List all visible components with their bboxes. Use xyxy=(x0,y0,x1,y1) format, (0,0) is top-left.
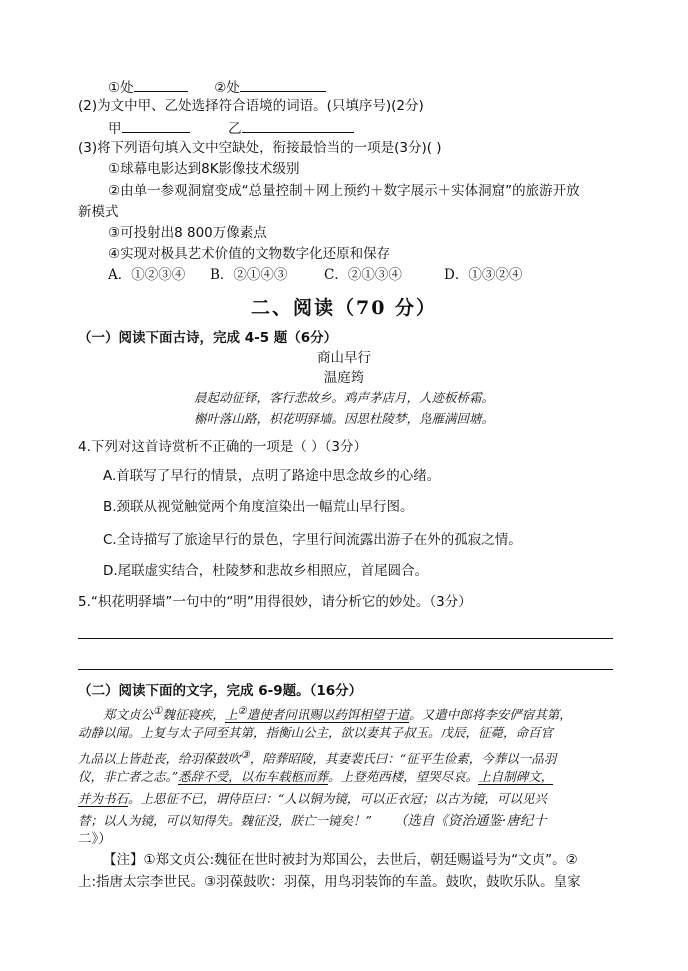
passage-text: 遣使者问讯赐以药饵相望于道 xyxy=(246,707,410,723)
q4-option-b[interactable]: B.颈联从视觉触觉两个角度渲染出一幅荒山早行图。 xyxy=(103,499,414,515)
yi-answer-line[interactable] xyxy=(242,118,354,133)
blank2-answer-line[interactable] xyxy=(240,77,326,92)
q2-question: (2)为文中甲、乙处选择符合语境的词语。(只填序号)(2分) xyxy=(78,98,424,114)
q3-option-b[interactable]: B．②①④③ xyxy=(210,267,288,283)
blank2-label: ②处 xyxy=(214,80,240,96)
passage-source: （选自《资治通鉴·唐纪十 xyxy=(393,813,547,829)
q3-sentence-1: ①球幕电影达到8K影像技术级别 xyxy=(108,161,300,177)
passage-text: ，陪葬昭陵，其妻裴氏曰：“征平生俭素，今葬以一品羽 xyxy=(249,751,557,767)
q3-sentence-2-cont: 新模式 xyxy=(78,204,119,220)
q2-blanks-line xyxy=(108,118,354,138)
q5-answer-line-2[interactable] xyxy=(78,669,613,670)
underlined-text xyxy=(225,707,409,723)
passage-text: 上 xyxy=(224,707,238,723)
poem-author: 温庭筠 xyxy=(323,370,365,386)
q4-option-d[interactable]: D.尾联虚实结合，杜陵梦和悲故乡相照应，首尾圆合。 xyxy=(103,563,429,579)
q4-question: 4.下列对这首诗赏析不正确的一项是（ ）（3分） xyxy=(78,439,368,455)
poem-line-1: 晨起动征铎，客行悲故乡。鸡声茅店月，人迹板桥霜。 xyxy=(193,390,494,405)
part1-heading: （一）阅读下面古诗，完成 4-5 题（6分） xyxy=(78,330,338,346)
q3-sentence-2: ②由单一参观洞窟变成“总量控制＋网上预约＋数字展示＋实体洞窟”的旅游开放 xyxy=(108,183,580,199)
poem-line-2: 槲叶落山路，枳花明驿墙。因思杜陵梦，凫雁满回塘。 xyxy=(193,411,494,426)
passage-line-6 xyxy=(78,812,547,830)
footnote-marker-1: ① xyxy=(153,705,163,717)
passage-text: 替；以人为镜，可以知得失。魏征没，朕亡一镜矣！” xyxy=(78,813,372,828)
passage-line-5 xyxy=(78,790,547,808)
passage-line-1 xyxy=(103,702,572,724)
section-2-title: 二、阅读（70 分） xyxy=(250,297,438,319)
passage-text: 仪，非亡者之志。” xyxy=(78,769,179,784)
q5-answer-line-1[interactable] xyxy=(78,638,613,639)
underlined-text: 并为书石 xyxy=(78,791,129,806)
blank1-answer-line[interactable] xyxy=(134,77,188,92)
q3-sentence-4: ④实现对极具艺术价值的文物数字化还原和保存 xyxy=(108,246,391,262)
q3-question: (3)将下列语句填入文中空缺处，衔接最恰当的一项是(3分)( ) xyxy=(78,140,442,156)
passage-text: 九品以上皆赴丧，给羽葆鼓吹 xyxy=(78,751,241,767)
jia-answer-line[interactable] xyxy=(122,118,190,133)
footnote-line-2: 上:指唐太宗李世民。③羽葆鼓吹：羽葆，用鸟羽装饰的车盖。鼓吹，鼓吹乐队。皇家 xyxy=(78,874,581,890)
q3-option-a[interactable]: A．①②③④ xyxy=(108,267,186,283)
passage-line-4 xyxy=(78,768,553,786)
q4-option-c[interactable]: C.全诗描写了旅途早行的景色，字里行间流露出游子在外的孤寂之情。 xyxy=(103,532,522,548)
q4-option-a[interactable]: A.首联写了早行的情景，点明了路途中思念故乡的心绪。 xyxy=(103,468,441,484)
passage-line-3 xyxy=(78,746,556,768)
passage-text: 郑文贞公 xyxy=(103,707,154,723)
jia-label: 甲 xyxy=(108,121,122,137)
passage-text: 。上思征不已，谓侍臣曰：“人以铜为镜，可以正衣冠；以古为镜，可以见兴 xyxy=(128,791,547,806)
footnote-line-1: 【注】①郑文贞公:魏征在世时被封为郑国公，去世后，朝廷赐谥号为“文贞”。② xyxy=(103,852,578,868)
q1-blanks-line xyxy=(108,77,326,97)
footnote-marker-3: ③ xyxy=(240,749,250,761)
underlined-text: 上自制碑文， xyxy=(478,769,554,784)
blank1-label: ①处 xyxy=(108,80,134,96)
passage-source-end: 二》） xyxy=(78,831,112,847)
part2-heading: （二）阅读下面的文字，完成 6-9题。（16分） xyxy=(78,683,363,699)
q3-option-c[interactable]: C．②①③④ xyxy=(324,267,402,283)
passage-text: 。又遣中郎将李安俨宿其第， xyxy=(409,707,572,723)
poem-title: 商山早行 xyxy=(317,350,371,366)
passage-text: 。上登苑西楼，望哭尽哀。 xyxy=(328,769,479,784)
q3-options xyxy=(108,266,522,284)
q3-sentence-3: ③可投射出8 800万像素点 xyxy=(108,225,267,241)
q3-option-d[interactable]: D．①③②④ xyxy=(444,267,523,283)
passage-line-2: 动静以闻。上复与太子同至其第，指衡山公主，欲以妻其子叔玉。戊辰，征薨，命百官 xyxy=(78,725,554,740)
footnote-marker-2: ② xyxy=(237,705,247,717)
underlined-text: 悉辞不受，以布车载柩而葬 xyxy=(178,769,329,784)
passage-text: 魏征寝疾， xyxy=(162,707,225,723)
q5-question: 5.“枳花明驿墙”一句中的“明”用得很妙，请分析它的妙处。（3分） xyxy=(78,594,472,610)
yi-label: 乙 xyxy=(228,121,242,137)
